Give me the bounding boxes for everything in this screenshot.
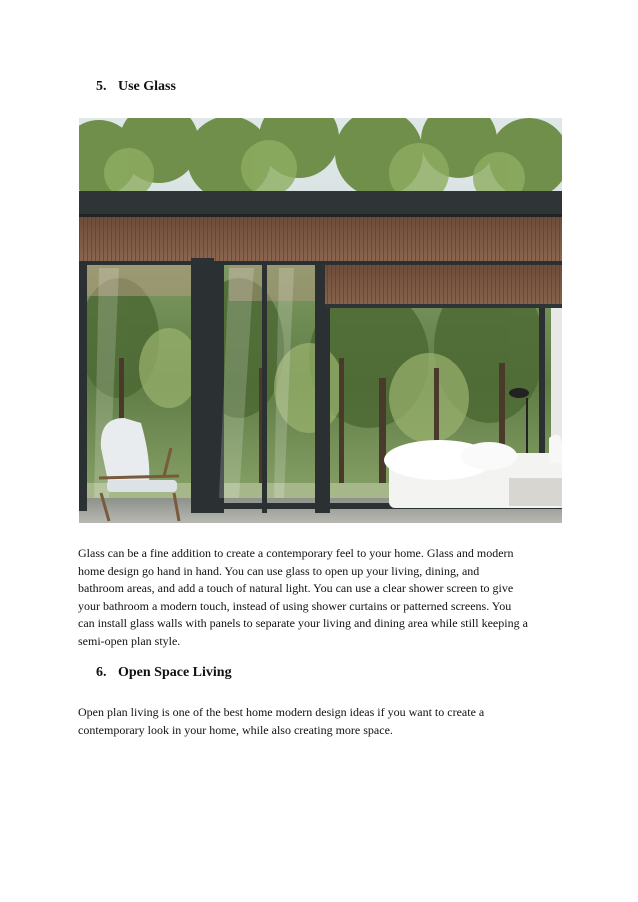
section-5-paragraph (78, 545, 564, 651)
paragraph-line: Open plan living is one of the best home modern design ideas if you want to create a (78, 705, 485, 719)
section-5-title: Use Glass (118, 79, 176, 94)
paragraph-line: Glass can be a fine addition to create a contemporary feel to your home. Glass and modern (78, 546, 514, 560)
paragraph-line: semi-open plan style. (78, 633, 181, 648)
paragraph-line: bathroom areas, and add a touch of natural light. You can use a clear shower screen to give (78, 581, 514, 596)
paragraph-line: home design go hand in hand. You can use glass to open up your living, dining, and (78, 563, 480, 578)
section-6-title: Open Space Living (118, 665, 232, 680)
section-6-paragraph (78, 704, 564, 739)
paragraph-line: can install glass walls with panels to separate your living and dining area while still keeping a (78, 616, 528, 631)
paragraph-line: contemporary look in your home, while also creating more space. (78, 722, 393, 737)
section-5-number: 5. (96, 79, 107, 94)
glass-house-photo (79, 118, 562, 523)
paragraph-line: your bathroom a modern touch, instead of using shower curtains or patterned screens. You (78, 598, 512, 613)
section-6-heading (96, 665, 232, 681)
section-5-heading (96, 79, 176, 95)
section-6-number: 6. (96, 665, 107, 680)
